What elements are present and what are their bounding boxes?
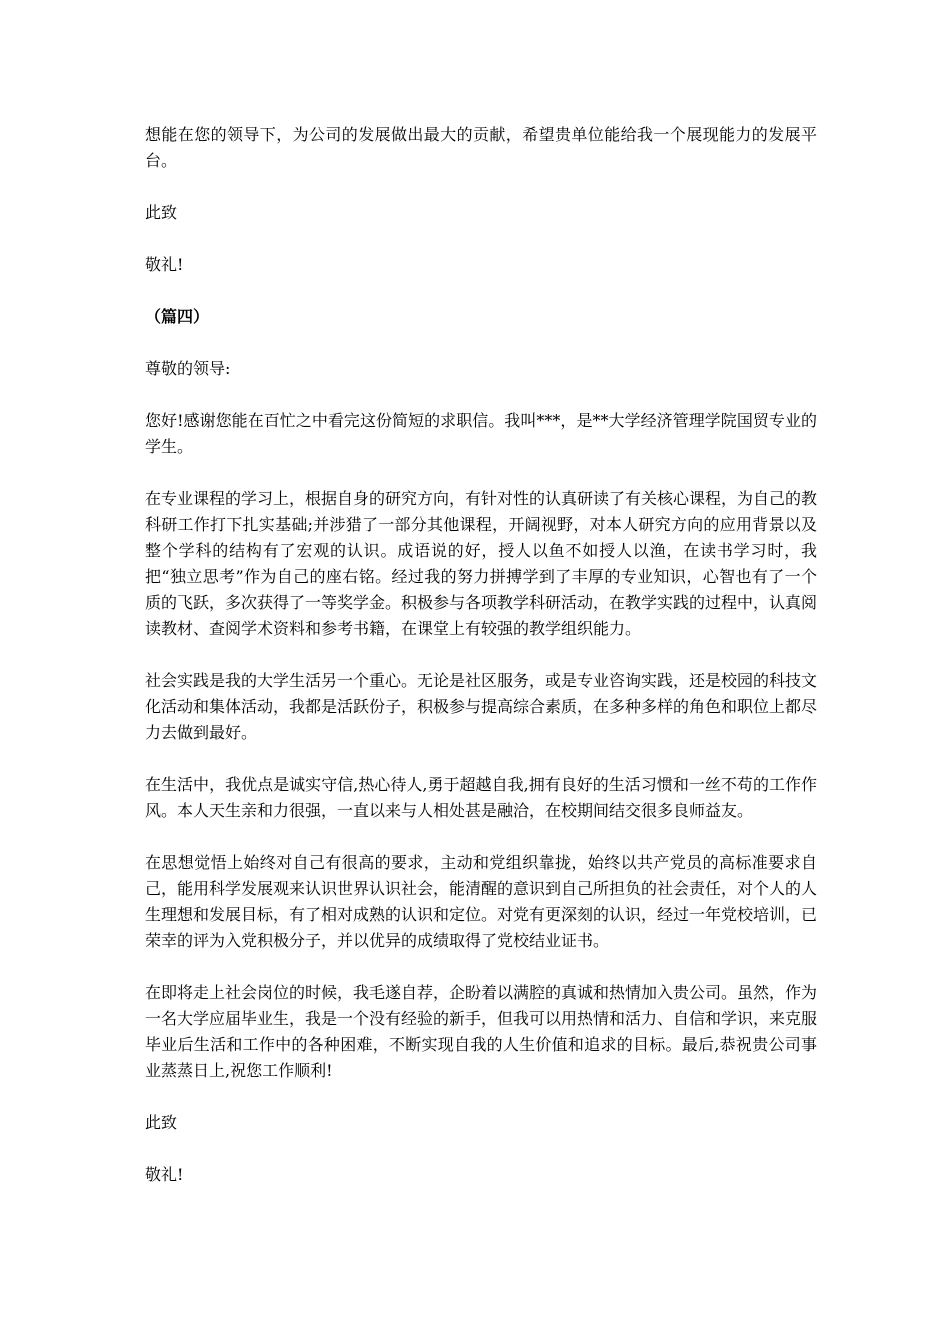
- previous-letter-regards: 敬礼!: [145, 255, 184, 274]
- salutation: 尊敬的领导:: [145, 359, 231, 378]
- body-paragraph-study: 在专业课程的学习上，根据自身的研究方向，有针对性的认真研读了有关核心课程，为自己的教科研工作打下扎实基础;并涉猎了一部分其他课程，开阔视野，对本人研究方向的应用背景以及整个学科的结构有了宏观的认识。成语说的好，授人以鱼不如授人以渔，在读书学习时，我把“独立思考”作为自己的座右铭。经过我的努力拼搏学到了丰厚的专业知识，心智也有了一个质的飞跃，多次获得了一等奖学金。积极参与各项教学科研活动，在教学实践的过程中，认真阅读教材、查阅学术资料和参考书籍，在课堂上有较强的教学组织能力。: [145, 489, 818, 638]
- body-paragraph-conclusion: 在即将走上社会岗位的时候，我毛遂自荐，企盼着以满腔的真诚和热情加入贵公司。虽然，作为一名大学应届毕业生，我是一个没有经验的新手，但我可以用热情和活力、自信和学识，来克服毕业后生活和工作中的各种困难，不断实现自我的人生价值和追求的目标。最后,恭祝贵公司事业蒸蒸日上,祝您工作顺利!: [145, 983, 818, 1080]
- previous-letter-closing: 此致: [145, 203, 178, 222]
- body-paragraph-greeting: 您好!感谢您能在百忙之中看完这份简短的求职信。我叫***，是**大学经济管理学院国贸专业的学生。: [145, 411, 817, 456]
- letter-closing: 此致: [145, 1113, 178, 1132]
- body-paragraph-practice: 社会实践是我的大学生活另一个重心。无论是社区服务，或是专业咨询实践，还是校园的科技文化活动和集体活动，我都是活跃份子，积极参与提高综合素质，在多种多样的角色和职位上都尽力去做到最好。: [145, 671, 818, 742]
- body-paragraph-life: 在生活中，我优点是诚实守信,热心待人,勇于超越自我,拥有良好的生活习惯和一丝不苟的工作作风。本人天生亲和力很强，一直以来与人相处甚是融洽，在校期间结交很多良师益友。: [145, 775, 817, 820]
- document-content: [145, 122, 817, 1214]
- previous-letter-ending: 想能在您的领导下，为公司的发展做出最大的贡献，希望贵单位能给我一个展现能力的发展平台。: [145, 125, 817, 170]
- section-title: （篇四）: [145, 307, 210, 326]
- body-paragraph-ideology: 在思想觉悟上始终对自己有很高的要求，主动和党组织靠拢，始终以共产党员的高标准要求自己，能用科学发展观来认识世界认识社会，能清醒的意识到自己所担负的社会责任，对个人的人生理想和发展目标，有了相对成熟的认识和定位。对党有更深刻的认识，经过一年党校培训，已荣幸的评为入党积极分子，并以优异的成绩取得了党校结业证书。: [145, 853, 818, 950]
- letter-regards: 敬礼!: [145, 1165, 184, 1184]
